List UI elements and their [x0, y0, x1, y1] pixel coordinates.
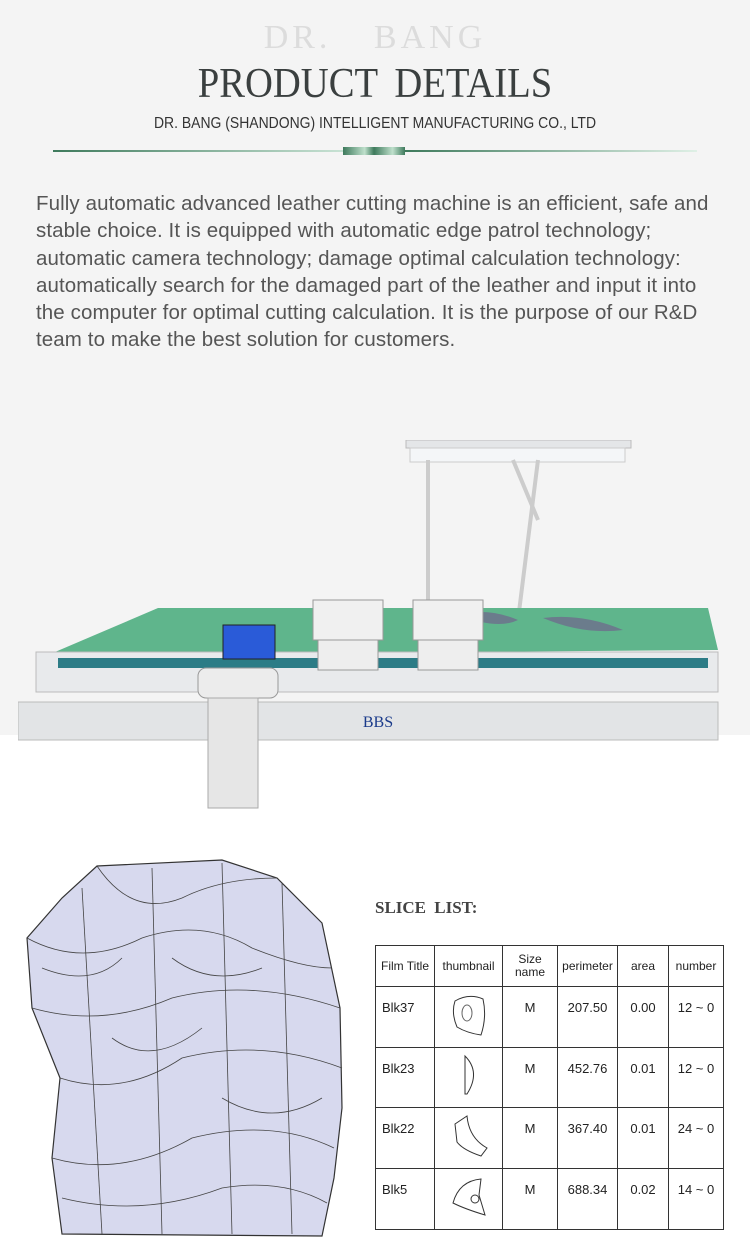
cell-area: 0.01 — [618, 1108, 669, 1169]
header-size-name: Size name — [503, 946, 558, 987]
header-perimeter: perimeter — [558, 946, 618, 987]
cell-film: Blk5 — [376, 1169, 435, 1230]
divider-center — [343, 147, 405, 155]
cell-number: 12 ~ 0 — [669, 1047, 724, 1108]
cell-number: 14 ~ 0 — [669, 1169, 724, 1230]
company-subtitle: DR. BANG (SHANDONG) INTELLIGENT MANUFACTURING CO., LTD — [153, 115, 597, 132]
divider-right — [405, 150, 697, 152]
table-row — [376, 1108, 724, 1169]
piece-thumbnail-icon — [449, 1175, 489, 1221]
header-film-title: Film Title — [376, 946, 435, 987]
page-title: PRODUCT DETAILS — [197, 61, 553, 107]
product-description: Fully automatic advanced leather cutting machine is an efficient, safe and stable choice. It is equipped with automatic edge patrol technology; automatic camera technology; damage optimal calculation technology: automatically search for the damaged part of the leather and input it into the computer for optimal cutting calculation. It is the purpose of our R&D team to make the best solution for customers. — [36, 192, 709, 352]
cell-size: M — [503, 987, 558, 1048]
cell-perimeter: 452.76 — [558, 1047, 618, 1108]
header-thumbnail: thumbnail — [435, 946, 503, 987]
ghost-brand-text: DR. BANG — [263, 19, 487, 56]
table-row — [376, 987, 724, 1048]
cell-thumbnail — [435, 1047, 503, 1108]
cell-size: M — [503, 1108, 558, 1169]
cell-thumbnail — [435, 987, 503, 1048]
divider-left — [53, 150, 343, 152]
cell-size: M — [503, 1047, 558, 1108]
cell-area: 0.01 — [618, 1047, 669, 1108]
table-row — [376, 1047, 724, 1108]
cell-area: 0.00 — [618, 987, 669, 1048]
cell-film: Blk37 — [376, 987, 435, 1048]
slice-list-title: SLICE LIST: — [375, 898, 478, 917]
cell-perimeter: 207.50 — [558, 987, 618, 1048]
cell-size: M — [503, 1169, 558, 1230]
leather-nesting-layout-image — [22, 858, 347, 1238]
machine-brand-logo: BBS — [362, 714, 394, 731]
cell-film: Blk22 — [376, 1108, 435, 1169]
piece-thumbnail-icon — [449, 993, 489, 1039]
slice-list-table — [375, 945, 724, 1230]
table-header-row — [376, 946, 724, 987]
cell-film: Blk23 — [376, 1047, 435, 1108]
header-area: area — [618, 946, 669, 987]
header-number: number — [669, 946, 724, 987]
cell-number: 24 ~ 0 — [669, 1108, 724, 1169]
cell-area: 0.02 — [618, 1169, 669, 1230]
table-row — [376, 1169, 724, 1230]
leather-cutting-machine-image — [18, 440, 738, 812]
cell-thumbnail — [435, 1169, 503, 1230]
cell-number: 12 ~ 0 — [669, 987, 724, 1048]
piece-thumbnail-icon — [449, 1054, 489, 1100]
cell-perimeter: 367.40 — [558, 1108, 618, 1169]
cell-thumbnail — [435, 1108, 503, 1169]
piece-thumbnail-icon — [449, 1114, 489, 1160]
cell-perimeter: 688.34 — [558, 1169, 618, 1230]
